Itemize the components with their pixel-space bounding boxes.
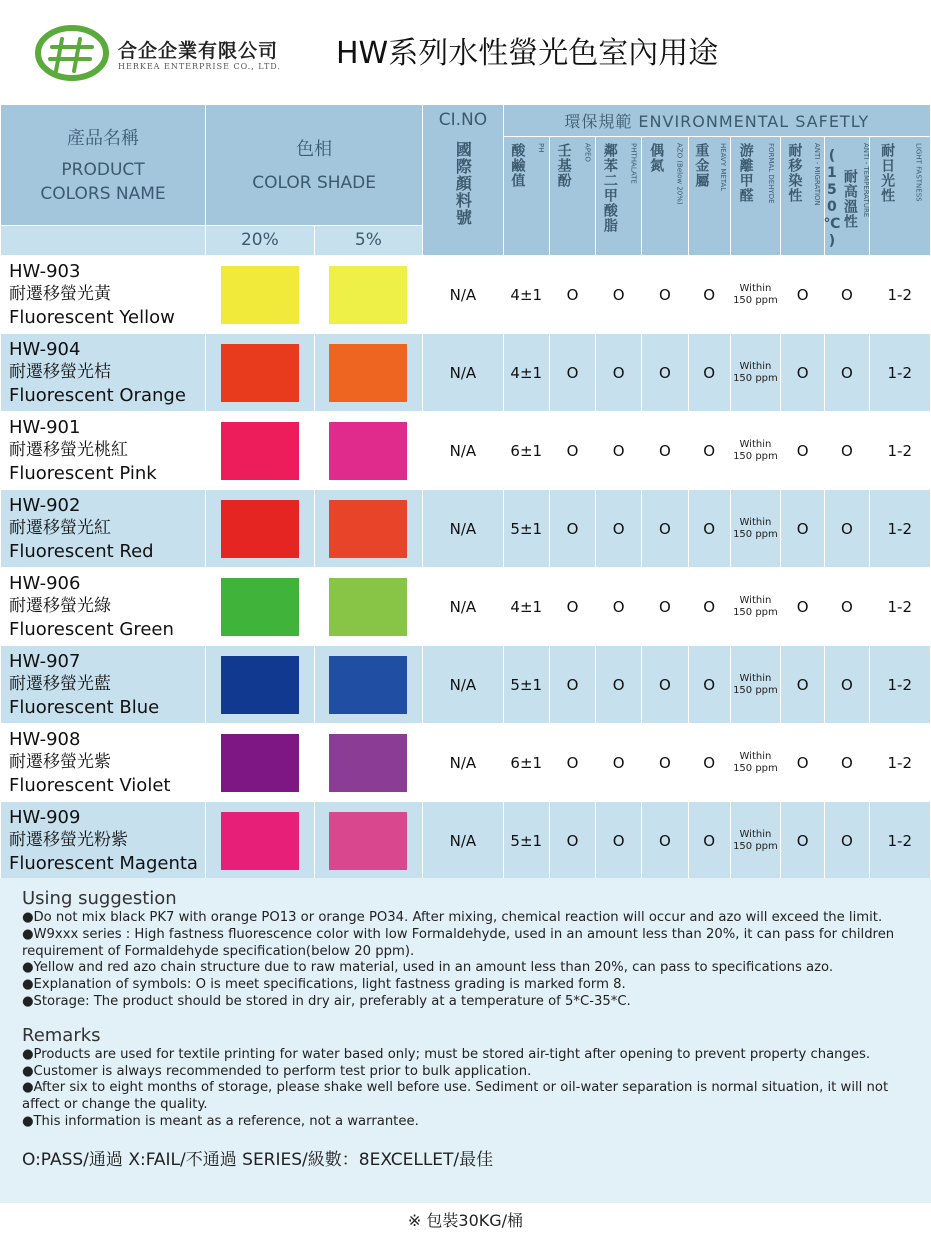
header-ph: [503, 137, 549, 256]
product-code: HW-901: [9, 417, 81, 438]
heavy-metal-value: O: [688, 724, 730, 802]
using-item: ●Explanation of symbols: O is meet specifications, light fastness grading is marked form 8.: [22, 977, 626, 993]
light-fastness-value: 1-2: [869, 724, 930, 802]
product-name-cn: 耐遷移螢光桃紅: [9, 440, 128, 460]
product-name-cell: [1, 490, 206, 568]
header-apeo: [549, 137, 595, 256]
azo-value: O: [642, 490, 688, 568]
header-apeo-cn: 壬基酚: [555, 143, 572, 188]
heavy-metal-value: O: [688, 568, 730, 646]
product-code: HW-906: [9, 573, 81, 594]
formaldehyde-value: Within 150 ppm: [730, 256, 780, 334]
temperature-value: O: [825, 490, 869, 568]
header-migr-en: ANTI - MIGRATION: [812, 143, 821, 206]
cino-value: N/A: [423, 568, 503, 646]
color-swatch-20: [221, 266, 299, 324]
cino-value: N/A: [423, 646, 503, 724]
using-title: Using suggestion: [22, 888, 177, 909]
product-name-cn: 耐遷移螢光藍: [9, 674, 111, 694]
color-swatch-5: [329, 266, 407, 324]
formaldehyde-value: Within 150 ppm: [730, 724, 780, 802]
color-swatch-20: [221, 578, 299, 636]
azo-value: O: [642, 256, 688, 334]
color-swatch-20: [221, 422, 299, 480]
product-name-en: Fluorescent Green: [9, 619, 174, 640]
header-phthalate: [596, 137, 642, 256]
page-header: [0, 0, 931, 104]
header-azo-en: AZO (Below 20%): [675, 143, 684, 205]
remarks-item: ●This information is meant as a reference, not a warrantee.: [22, 1113, 419, 1129]
header-apeo-en: APEO: [583, 143, 592, 162]
header-product: [1, 105, 206, 226]
light-fastness-value: 1-2: [869, 646, 930, 724]
page-title: HW系列水性螢光色室內用途: [336, 36, 719, 71]
table-row: [1, 490, 931, 568]
product-name-cn: 耐遷移螢光綠: [9, 596, 111, 616]
product-name-cn: 耐遷移螢光黃: [9, 284, 111, 304]
product-name-cell: [1, 802, 206, 880]
formaldehyde-value: Within 150 ppm: [730, 802, 780, 880]
product-name-cn: 耐遷移螢光粉紫: [9, 830, 128, 850]
ph-value: 6±1: [503, 412, 549, 490]
swatch-5-cell: [314, 256, 423, 334]
ph-value: 4±1: [503, 568, 549, 646]
migration-value: O: [781, 412, 825, 490]
azo-value: O: [642, 412, 688, 490]
table-row: [1, 802, 931, 880]
header-light-cn: 耐日光性: [879, 143, 896, 203]
temperature-value: O: [825, 412, 869, 490]
header-temp-en: ANTI - TEMPERATURE: [861, 143, 870, 218]
header-cino-cn: 國際顏料號: [453, 141, 473, 226]
product-code: HW-904: [9, 339, 81, 360]
header-anti-migration: [781, 137, 825, 256]
header-formaldehyde: [730, 137, 780, 256]
formaldehyde-value: Within 150 ppm: [730, 646, 780, 724]
swatch-20-cell: [206, 256, 315, 334]
migration-value: O: [781, 256, 825, 334]
header-product-cn: 產品名稱: [67, 127, 140, 149]
migration-value: O: [781, 646, 825, 724]
swatch-5-cell: [314, 334, 423, 412]
swatch-20-cell: [206, 724, 315, 802]
header-phthalate-en: PHTHALATE: [629, 143, 638, 184]
temperature-value: O: [825, 724, 869, 802]
product-code: HW-902: [9, 495, 81, 516]
azo-value: O: [642, 646, 688, 724]
swatch-5-cell: [314, 724, 423, 802]
table-row: [1, 412, 931, 490]
header-cino: [423, 105, 503, 256]
header-formal-en: FORMAL DEHYDE: [767, 143, 776, 204]
swatch-5-cell: [314, 802, 423, 880]
apeo-value: O: [549, 334, 595, 412]
table-row: [1, 568, 931, 646]
temperature-value: O: [825, 334, 869, 412]
product-name-en: Fluorescent Violet: [9, 775, 171, 796]
header-azo-cn: 偶氮: [648, 143, 665, 173]
swatch-5-cell: [314, 490, 423, 568]
header-azo: [642, 137, 688, 256]
header-anti-temperature: [825, 137, 869, 256]
apeo-value: O: [549, 724, 595, 802]
header-pct-5: 5%: [314, 225, 423, 255]
symbol-legend: O:PASS/通過 X:FAIL/不通過 SERIES/級數：8EXCELLET/最佳: [22, 1149, 494, 1170]
product-name-en: Fluorescent Red: [9, 541, 154, 562]
formaldehyde-value: Within 150 ppm: [730, 490, 780, 568]
product-name-cell: [1, 568, 206, 646]
using-item: ●Do not mix black PK7 with orange PO13 or orange PO34. After mixing, chemical reaction will occur and azo will exceed the limit.: [22, 910, 883, 925]
phthalate-value: O: [596, 256, 642, 334]
header-light-fastness: [869, 137, 930, 256]
formaldehyde-value: Within 150 ppm: [730, 568, 780, 646]
ph-value: 6±1: [503, 724, 549, 802]
product-name-en: Fluorescent Magenta: [9, 853, 198, 874]
phthalate-value: O: [596, 568, 642, 646]
apeo-value: O: [549, 256, 595, 334]
apeo-value: O: [549, 568, 595, 646]
ph-value: 5±1: [503, 646, 549, 724]
header-ph-en: PH: [537, 143, 546, 153]
product-name-en: Fluorescent Blue: [9, 697, 160, 718]
temperature-value: O: [825, 646, 869, 724]
header-migr-cn: 耐移染性: [786, 143, 803, 203]
color-swatch-20: [221, 500, 299, 558]
header-light-en: LIGHT FASTNESS: [914, 143, 923, 202]
table-row: [1, 256, 931, 334]
azo-value: O: [642, 334, 688, 412]
header-shade-en: COLOR SHADE: [252, 172, 377, 193]
color-swatch-5: [329, 656, 407, 714]
table-row: [1, 724, 931, 802]
color-swatch-5: [329, 812, 407, 870]
using-list: [22, 910, 912, 1011]
swatch-5-cell: [314, 646, 423, 724]
table-row: [1, 334, 931, 412]
heavy-metal-value: O: [688, 334, 730, 412]
product-code: HW-903: [9, 261, 81, 282]
light-fastness-value: 1-2: [869, 256, 930, 334]
cino-value: N/A: [423, 412, 503, 490]
color-swatch-20: [221, 344, 299, 402]
apeo-value: O: [549, 490, 595, 568]
header-phthalate-cn: 鄰苯二甲酸脂: [601, 143, 618, 233]
heavy-metal-value: O: [688, 490, 730, 568]
header-shade-cn: 色相: [296, 138, 333, 160]
using-item: ●W9xxx series : High fastness fluorescence color with low Formaldehyde, used in an amount less than 20%, it can pass for children requirement of Formaldehyde specification(below 20 ppm).: [22, 926, 895, 959]
product-name-cell: [1, 256, 206, 334]
remarks-item: ●After six to eight months of storage, please shake well before use. Sediment or oil-water separation is normal situation, it will not affect or change the quality.: [22, 1080, 889, 1113]
heavy-metal-value: O: [688, 412, 730, 490]
light-fastness-value: 1-2: [869, 412, 930, 490]
color-swatch-20: [221, 812, 299, 870]
apeo-value: O: [549, 412, 595, 490]
azo-value: O: [642, 802, 688, 880]
temperature-value: O: [825, 802, 869, 880]
migration-value: O: [781, 568, 825, 646]
phthalate-value: O: [596, 334, 642, 412]
table-row: [1, 646, 931, 724]
color-swatch-5: [329, 344, 407, 402]
header-heavy-en: HEAVY METAL: [718, 143, 727, 192]
remarks-item: ●Products are used for textile printing for water based only; must be stored air-tight after opening to prevent property changes.: [22, 1046, 871, 1062]
phthalate-value: O: [596, 724, 642, 802]
swatch-5-cell: [314, 412, 423, 490]
product-name-cn: 耐遷移螢光紅: [9, 518, 111, 538]
product-name-cell: [1, 724, 206, 802]
product-table: [0, 104, 931, 880]
ph-value: 5±1: [503, 802, 549, 880]
temperature-value: O: [825, 256, 869, 334]
header-environmental: 環保規範 ENVIRONMENTAL SAFETLY: [503, 105, 930, 137]
cino-value: N/A: [423, 802, 503, 880]
product-name-cell: [1, 646, 206, 724]
product-name-en: Fluorescent Yellow: [9, 307, 175, 328]
ph-value: 5±1: [503, 490, 549, 568]
header-heavy-metal: [688, 137, 730, 256]
phthalate-value: O: [596, 412, 642, 490]
company-name-en: HERKEA ENTERPRISE CO., LTD.: [118, 62, 281, 71]
swatch-5-cell: [314, 568, 423, 646]
heavy-metal-value: O: [688, 256, 730, 334]
phthalate-value: O: [596, 802, 642, 880]
company-logo-icon: [34, 25, 110, 81]
remarks-item: ●Customer is always recommended to perform test prior to bulk application.: [22, 1063, 532, 1079]
swatch-20-cell: [206, 646, 315, 724]
phthalate-value: O: [596, 646, 642, 724]
migration-value: O: [781, 490, 825, 568]
light-fastness-value: 1-2: [869, 568, 930, 646]
product-name-en: Fluorescent Pink: [9, 463, 157, 484]
product-name-cell: [1, 412, 206, 490]
header-formal-cn: 游離甲醛: [737, 143, 754, 203]
product-name-cn: 耐遷移螢光桔: [9, 362, 111, 382]
cino-value: N/A: [423, 724, 503, 802]
color-swatch-5: [329, 578, 407, 636]
header-cino-en: CI.NO: [438, 110, 488, 130]
ph-value: 4±1: [503, 334, 549, 412]
azo-value: O: [642, 568, 688, 646]
swatch-20-cell: [206, 490, 315, 568]
header-ph-cn: 酸鹼值: [509, 143, 526, 188]
header-product-en: PRODUCT COLORS NAME: [40, 159, 166, 204]
product-name-cell: [1, 334, 206, 412]
swatch-20-cell: [206, 412, 315, 490]
formaldehyde-value: Within 150 ppm: [730, 412, 780, 490]
color-swatch-20: [221, 656, 299, 714]
swatch-20-cell: [206, 802, 315, 880]
product-name-cn: 耐遷移螢光紫: [9, 752, 111, 772]
remarks-list: [22, 1047, 912, 1131]
cino-value: N/A: [423, 490, 503, 568]
light-fastness-value: 1-2: [869, 490, 930, 568]
notes-panel: [0, 878, 931, 1203]
swatch-20-cell: [206, 568, 315, 646]
product-code: HW-908: [9, 729, 81, 750]
product-rows: [1, 256, 931, 880]
header-color-shade: [206, 105, 423, 226]
formaldehyde-value: Within 150 ppm: [730, 334, 780, 412]
product-name-en: Fluorescent Orange: [9, 385, 186, 406]
color-swatch-20: [221, 734, 299, 792]
apeo-value: O: [549, 646, 595, 724]
cino-value: N/A: [423, 334, 503, 412]
light-fastness-value: 1-2: [869, 802, 930, 880]
product-code: HW-909: [9, 807, 81, 828]
apeo-value: O: [549, 802, 595, 880]
packaging-note: ※ 包裝30KG/桶: [0, 1203, 931, 1244]
light-fastness-value: 1-2: [869, 334, 930, 412]
using-item: ●Storage: The product should be stored in dry air, preferably at a temperature of 5*C-35*C.: [22, 993, 631, 1009]
ph-value: 4±1: [503, 256, 549, 334]
using-item: ●Yellow and red azo chain structure due to raw material, used in an amount less than 20%, can pass to specifications azo.: [22, 960, 834, 976]
header-temp-cn: 耐高溫性(150℃): [823, 148, 858, 250]
heavy-metal-value: O: [688, 646, 730, 724]
company-name-cn: 合企企業有限公司: [118, 40, 279, 62]
header-blank: [1, 225, 206, 255]
migration-value: O: [781, 334, 825, 412]
header-heavy-cn: 重金屬: [693, 143, 710, 188]
heavy-metal-value: O: [688, 802, 730, 880]
product-code: HW-907: [9, 651, 81, 672]
swatch-20-cell: [206, 334, 315, 412]
migration-value: O: [781, 802, 825, 880]
color-swatch-5: [329, 422, 407, 480]
cino-value: N/A: [423, 256, 503, 334]
remarks-title: Remarks: [22, 1024, 101, 1046]
azo-value: O: [642, 724, 688, 802]
temperature-value: O: [825, 568, 869, 646]
color-swatch-5: [329, 734, 407, 792]
color-swatch-5: [329, 500, 407, 558]
phthalate-value: O: [596, 490, 642, 568]
migration-value: O: [781, 724, 825, 802]
header-pct-20: 20%: [206, 225, 315, 255]
